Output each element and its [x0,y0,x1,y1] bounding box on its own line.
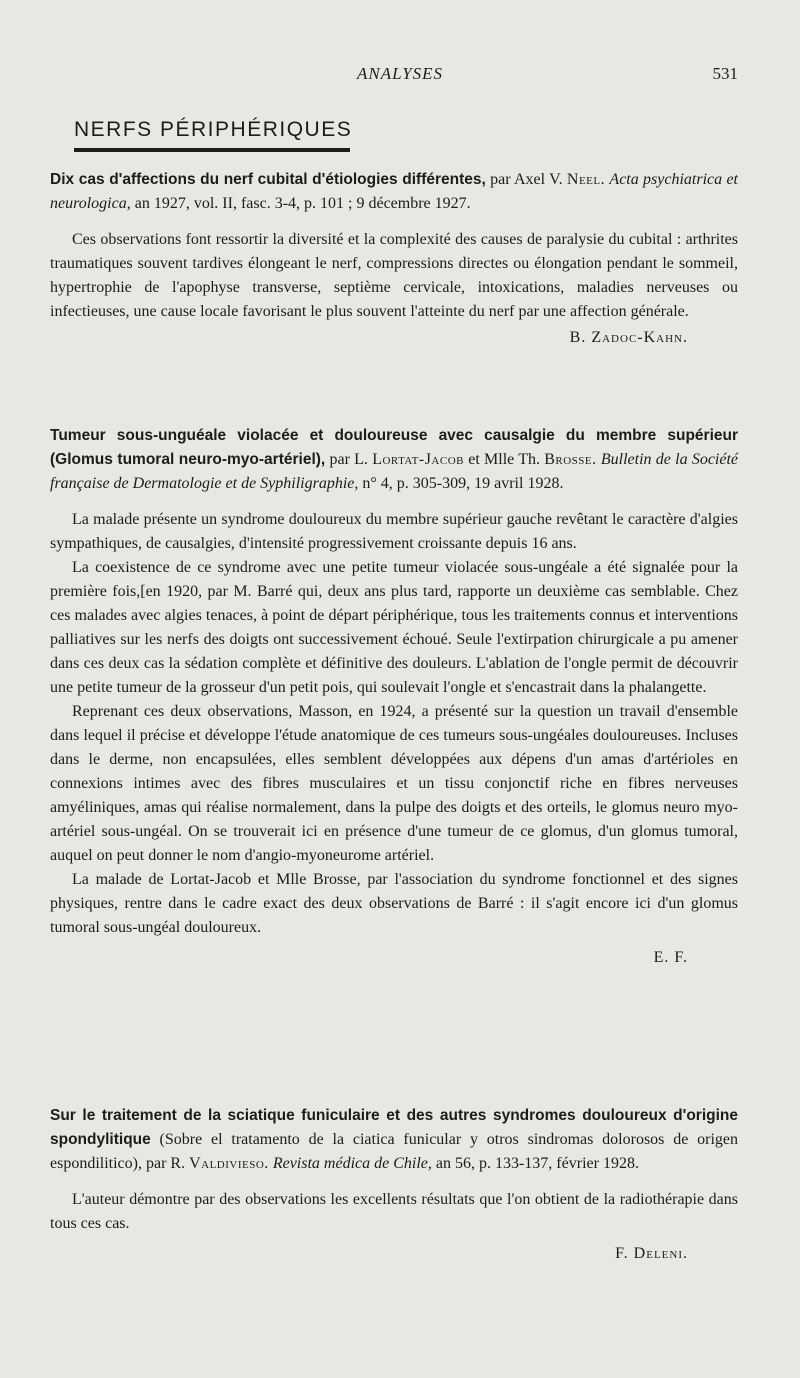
article-paragraph: Reprenant ces deux observations, Masson, en 1924, a présenté sur la question un travail d'ensemble dans lequel il précise et développe l'étude anatomique de ces tumeurs sous-ungéales douloureuses. Incluses dans le derme, non encapsulées, elles semblent développées aux dépens d'un amas d'artérioles en connexions intimes avec des fibres musculaires et un tissu conjonctif riche en fibres nerveuses amyéliniques, amas qui réalise normalement, dans la pulpe des doigts et des orteils, le glomus neuro myo-artériel sous-ungéal. On se trouverait ici en présence d'une tumeur de ce glomus, d'un glomus tumoral, auquel on peut donner le nom d'angio-myoneurome artériel. [50,703,738,864]
article-paragraph: La malade de Lortat-Jacob et Mlle Brosse, par l'association du syndrome fonctionnel et des signes physiques, rentre dans le cadre exact des deux observations de Barré : il s'agit encore ici d'un glomus tumoral sous-ungéal douloureux. [50,871,738,936]
article-title: Dix cas d'affections du nerf cubital d'étiologies différentes, [50,171,486,188]
article-coauthor: Brosse. [544,451,597,468]
article-subtitle: (Sobre el tratamento de la ciatica funicular y otros sindromas dolorosos de origen espondilitico), [50,1131,738,1172]
journal-name: Bulletin de la Société française de Dermatologie et de Syphiligraphie, [50,451,739,492]
citation: an 56, p. 133-137, février 1928. [431,1155,639,1172]
citation: n° 4, p. 305-309, 19 avril 1928. [358,475,564,492]
article-signature: F. Deleni. [615,1245,688,1262]
journal-name: Revista médica de Chile, [268,1155,432,1172]
article-title: Sur le traitement de la sciatique funiculaire et des autres syndromes douloureux d'origine spondylitique [50,1107,738,1148]
article-paragraph: Ces observations font ressortir la diversité et la complexité des causes de paralysie du cubital : arthrites traumatiques souvent tardives élongeant le nerf, compressions directes ou élongation pendant le sommeil, hypertrophie de l'apophyse transverse, septième cervicale, intoxications, maladies nerveuses ou infectieuses, une cause locale favorisant le plus souvent l'atteinte du nerf par une affection générale. [50,231,738,320]
article-author: Valdivieso. [189,1155,269,1172]
article-header [50,424,738,496]
article-paragraph: La coexistence de ce syndrome avec une petite tumeur violacée sous-ungéale a été signalée pour la première fois,[en 1920, par M. Barré qui, deux ans plus tard, rapporte un deuxième cas semblable. Chez ces malades avec algies tenaces, à point de départ périphérique, tous les traitements connus et interventions palliatives sur les nerfs des doigts ont successivement échoué. Seule l'extirpation chirurgicale a pu amener dans ces deux cas la sédation complète et définitive des douleurs. L'ablation de l'ongle permit de découvrir une petite tumeur de la grosseur d'un petit pois, qui soulevait l'ongle et s'encastrait dans la phalangette. [50,559,738,696]
article-valdivieso [50,1104,738,1266]
byline-prefix: par Axel V. [485,171,567,188]
article-header [50,168,738,216]
running-title: ANALYSES [356,64,444,83]
article-header [50,1104,738,1176]
page-number: 531 [712,64,738,83]
citation: an 1927, vol. II, fasc. 3-4, p. 101 ; 9 décembre 1927. [130,195,471,212]
article-signature: E. F. [653,949,688,966]
author-join: et Mlle Th. [463,451,545,468]
section-title: NERFS PÉRIPHÉRIQUES [74,118,350,152]
article-paragraph: La malade présente un syndrome douloureux du membre supérieur gauche revêtant le caractère d'algies sympathiques, de causalgies, d'intensité progressivement croissante depuis 16 ans. [50,511,738,552]
article-lortat-jacob [50,424,738,970]
article-author: Neel. [566,171,606,188]
journal-name: Acta psychiatrica et neurologica, [50,171,738,212]
article-signature: B. Zadoc-Kahn. [569,329,688,346]
byline-prefix: par L. [325,451,373,468]
page-header [0,64,800,88]
article-title: Tumeur sous-unguéale violacée et douloureuse avec causalgie du membre supérieur [50,427,738,444]
article-neel [50,168,738,350]
article-paragraph: L'auteur démontre par des observations les excellents résultats que l'on obtient de la radiothérapie dans tous ces cas. [50,1191,738,1232]
byline-prefix: par R. [141,1155,190,1172]
article-subtitle: (Glomus tumoral neuro-myo-artériel), [50,451,326,468]
article-author: Lortat-Jacob [372,451,464,468]
